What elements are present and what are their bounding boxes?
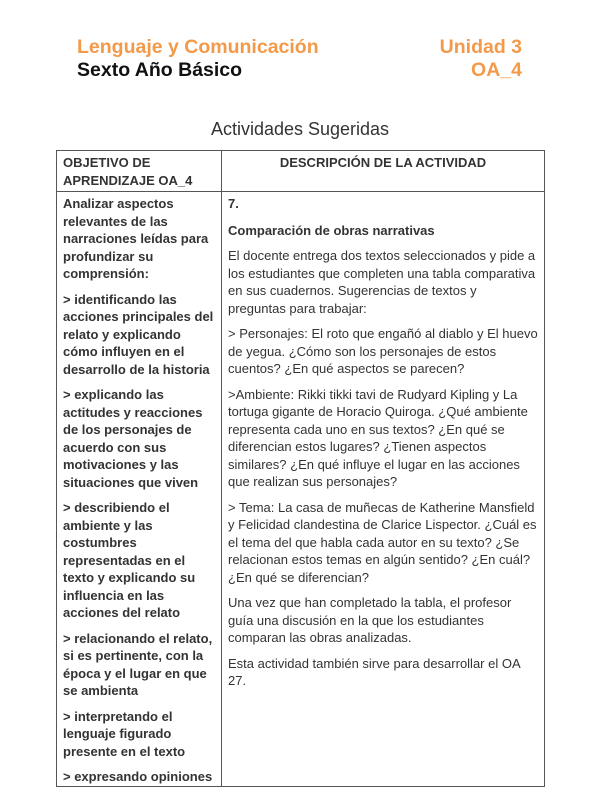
objective-cell [57, 192, 222, 787]
column-header-description: DESCRIPCIÓN DE LA ACTIVIDAD [222, 151, 545, 192]
activity-cell [222, 192, 545, 787]
objective-item: > relacionando el relato, si es pertinente, con la época y el lugar en que se ambienta [63, 630, 213, 698]
column-header-objective: OBJETIVO DE APRENDIZAJE OA_4 [57, 151, 222, 192]
grade-label: Sexto Año Básico [77, 59, 243, 81]
header-row-1 [77, 36, 522, 59]
header-row-2 [77, 59, 522, 82]
activity-number: 7. [228, 196, 239, 211]
objective-item: > identificando las acciones principales del relato y explicando cómo influyen en el desarrollo de la historia [63, 291, 214, 377]
activity-title: Comparación de obras narrativas [228, 222, 435, 238]
subject-title: Lenguaje y Comunicación [77, 36, 319, 58]
section-title: Actividades Sugeridas [210, 119, 390, 139]
objective-item: > interpretando el lenguaje figurado presente en el texto [63, 708, 186, 759]
activity-paragraph: El docente entrega dos textos seleccionados y pide a los estudiantes que completen una tabla comparativa en sus cuadernos. Sugerencias de textos y preguntas para trabajar: [228, 248, 536, 316]
activity-paragraph: Esta actividad también sirve para desarrollar el OA 27. [228, 655, 520, 688]
table-row [57, 192, 545, 787]
objective-item: > explicando las actitudes y reacciones de los personajes de acuerdo con sus motivaciones y las situaciones que viven [63, 387, 203, 490]
objective-code: OA_4 [471, 59, 522, 81]
activity-paragraph: > Tema: La casa de muñecas de Katherine Mansfield y Felicidad clandestina de Clarice Lispector. ¿Cuál es el tema del que habla cada autor en su texto? ¿Se relacionan estos temas en algún sentido? ¿En cuál? ¿En qué se diferencian? [228, 499, 537, 585]
page-header [77, 36, 522, 82]
unit-label: Unidad 3 [439, 36, 522, 58]
objective-intro: Analizar aspectos relevantes de las narraciones leídas para profundizar su comprensión: [63, 196, 209, 281]
activity-paragraph: > Personajes: El roto que engañó al diablo y El huevo de yegua. ¿Cómo son los personajes de estos cuentos? ¿En qué aspectos se parecen? [228, 326, 538, 376]
objective-item: > describiendo el ambiente y las costumbres representadas en el texto y explicando su influencia en las acciones del relato [63, 500, 196, 620]
objective-item: > expresando opiniones [63, 769, 213, 784]
activities-table [56, 150, 545, 787]
table-header-row [57, 151, 545, 192]
activity-paragraph: >Ambiente: Rikki tikki tavi de Rudyard Kipling y La tortuga gigante de Horacio Quiroga. ¿Qué ambiente representa cada uno en sus textos? ¿En qué se diferencian estos lugares? ¿Tienen aspectos similares? ¿En qué influye el lugar en las acciones que realizan sus personajes? [228, 386, 528, 489]
activity-paragraph: Una vez que han completado la tabla, el profesor guía una discusión en la que los estudiantes comparan las obras analizadas. [228, 595, 512, 645]
